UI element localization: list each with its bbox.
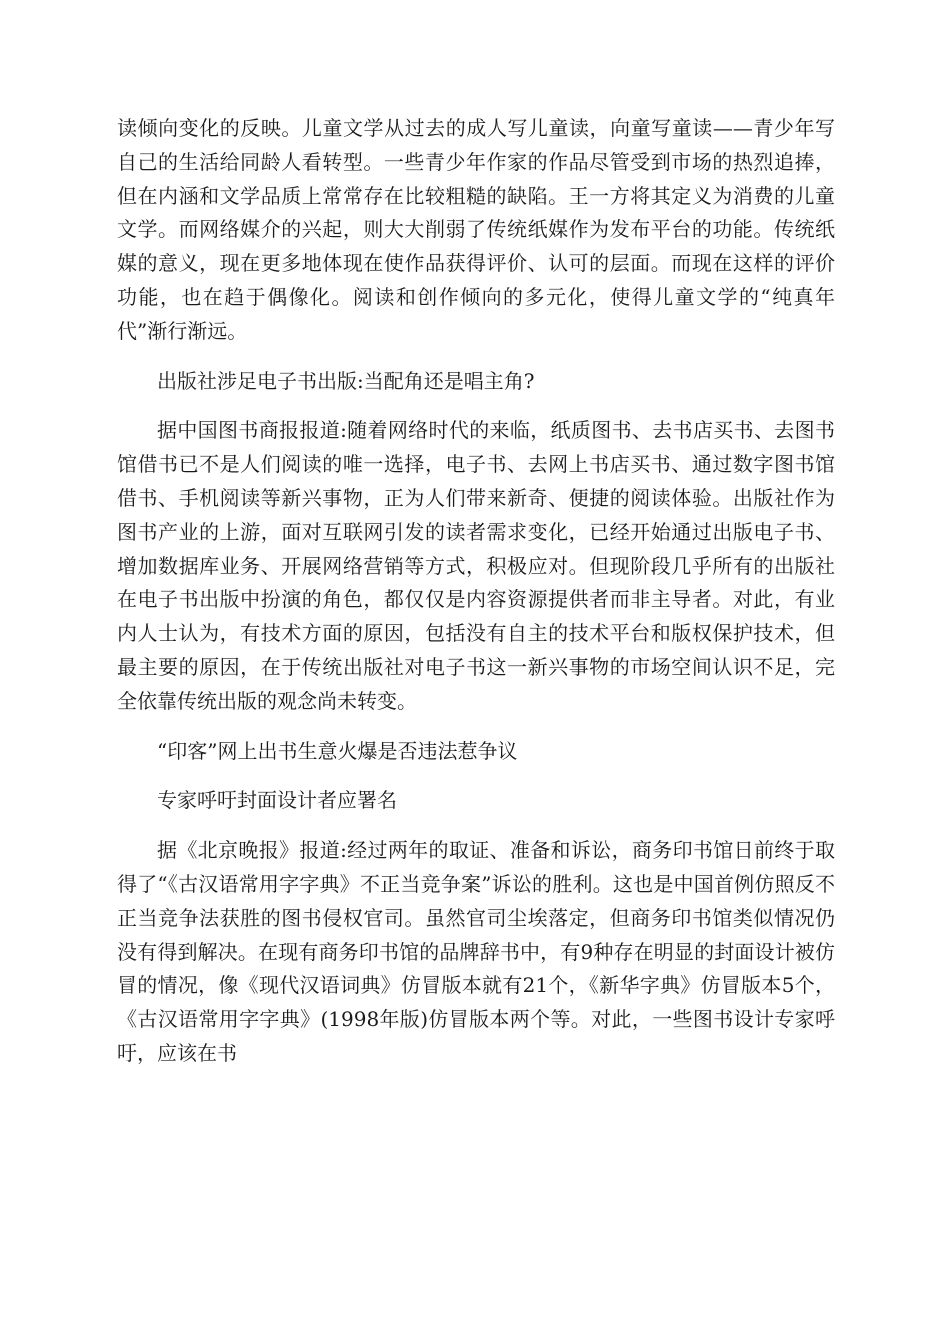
- heading-yinke-publishing: “印客”网上出书生意火爆是否违法惹争议: [157, 738, 518, 763]
- heading-ebook-publishing: 出版社涉足电子书出版:当配角还是唱主角?: [157, 368, 535, 393]
- document-page: [117, 112, 835, 1071]
- paragraph-children-literature: 读倾向变化的反映。儿童文学从过去的成人写儿童读，向童写童读——青少年写自己的生活给同龄人看转型。一些青少年作家的作品尽管受到市场的热烈追捧，但在内涵和文学品质上常常存在比较粗糙的缺陷。王一方将其定义为消费的儿童文学。而网络媒介的兴起，则大大削弱了传统纸媒作为发布平台的功能。传统纸媒的意义，现在更多地体现在使作品获得评价、认可的层面。而现在这样的评价功能，也在趋于偶像化。阅读和创作倾向的多元化，使得儿童文学的“纯真年代”渐行渐远。: [117, 116, 835, 343]
- paragraph-cover-designer: 据《北京晚报》报道:经过两年的取证、准备和诉讼，商务印书馆日前终于取得了“《古汉语常用字字典》不正当竞争案”诉讼的胜利。这也是中国首例仿照反不正当竞争法获胜的图书侵权官司。虽然官司尘埃落定，但商务印书馆类似情况仍没有得到解决。在现有商务印书馆的品牌辞书中，有9种存在明显的封面设计被仿冒的情况，像《现代汉语词典》仿冒版本就有21个，《新华字典》仿冒版本5个，《古汉语常用字字典》(1998年版)仿冒版本两个等。对此，一些图书设计专家呼吁，应该在书: [117, 838, 835, 1065]
- paragraph-ebook-publishing: 据中国图书商报报道:随着网络时代的来临，纸质图书、去书店买书、去图书馆借书已不是人们阅读的唯一选择，电子书、去网上书店买书、通过数字图书馆借书、手机阅读等新兴事物，正为人们带来新奇、便捷的阅读体验。出版社作为图书产业的上游，面对互联网引发的读者需求变化，已经开始通过出版电子书、增加数据库业务、开展网络营销等方式，积极应对。但现阶段几乎所有的出版社在电子书出版中扮演的角色，都仅仅是内容资源提供者而非主导者。对此，有业内人士认为，有技术方面的原因，包括没有自主的技术平台和版权保护技术，但最主要的原因，在于传统出版社对电子书这一新兴事物的市场空间认识不足，完全依靠传统出版的观念尚未转变。: [117, 418, 835, 713]
- heading-cover-designer: 专家呼吁封面设计者应署名: [157, 788, 397, 813]
